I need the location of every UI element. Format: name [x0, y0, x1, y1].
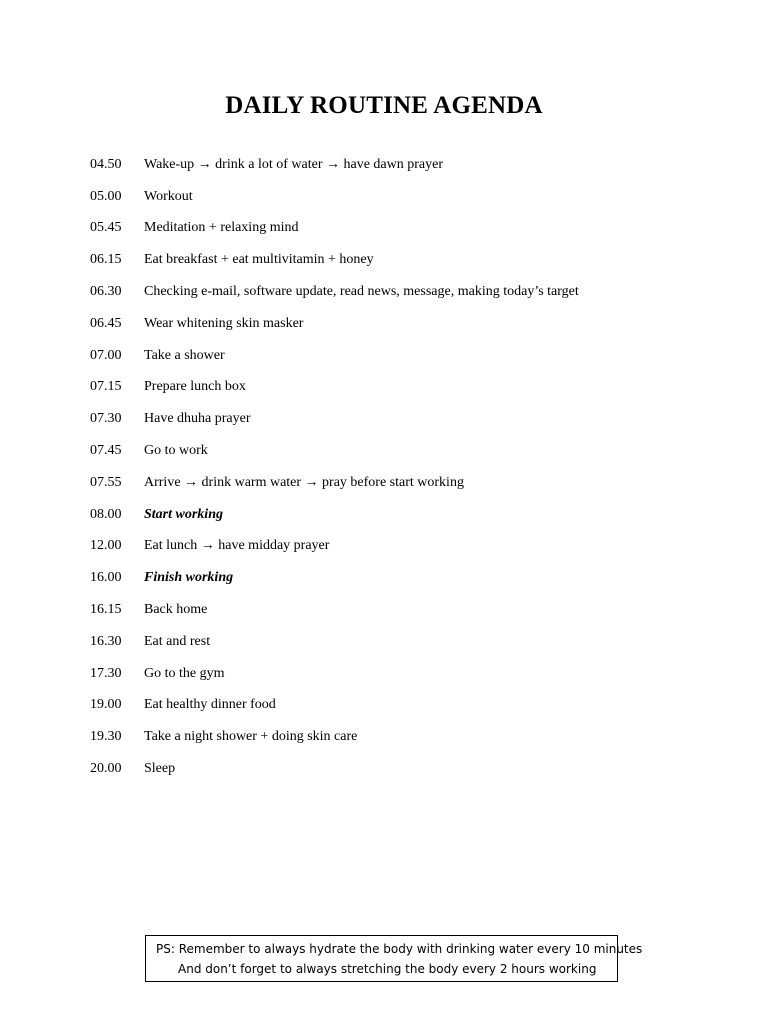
agenda-time: 16.30: [90, 633, 122, 649]
agenda-row: [90, 213, 710, 245]
agenda-activity: Have dhuha prayer: [144, 411, 251, 427]
agenda-time: 06.15: [90, 252, 122, 268]
agenda-activity: Meditation + relaxing mind: [144, 220, 299, 236]
agenda-time: 06.45: [90, 315, 122, 331]
agenda-row: [90, 467, 710, 499]
reminder-note-line-2: And don’t forget to always stretching the body every 2 hours working: [178, 962, 597, 976]
agenda-row: [90, 721, 710, 753]
agenda-time: 19.30: [90, 729, 122, 745]
agenda-row: [90, 244, 710, 276]
agenda-time: 04.50: [90, 156, 122, 172]
agenda-row: [90, 372, 710, 404]
agenda-time: 06.30: [90, 284, 122, 300]
agenda-row: [90, 562, 710, 594]
agenda-activity: Wake-up → drink a lot of water → have dawn prayer: [144, 156, 443, 172]
agenda-row: [90, 435, 710, 467]
agenda-list: [90, 149, 710, 785]
agenda-row: [90, 626, 710, 658]
agenda-activity: Arrive → drink warm water → pray before start working: [144, 474, 464, 490]
agenda-time: 17.30: [90, 665, 122, 681]
agenda-activity: Eat healthy dinner food: [144, 697, 276, 713]
agenda-row: [90, 149, 710, 181]
agenda-activity: Wear whitening skin masker: [144, 315, 304, 331]
page-title: DAILY ROUTINE AGENDA: [225, 91, 543, 119]
agenda-activity: Eat lunch → have midday prayer: [144, 538, 330, 554]
agenda-activity: Start working: [144, 506, 223, 522]
agenda-time: 07.30: [90, 411, 122, 427]
agenda-time: 19.00: [90, 697, 122, 713]
agenda-row: [90, 308, 710, 340]
agenda-time: 08.00: [90, 506, 122, 522]
agenda-activity: Go to the gym: [144, 665, 225, 681]
reminder-note-box: [145, 935, 643, 982]
agenda-activity: Eat and rest: [144, 633, 211, 649]
agenda-activity: Eat breakfast + eat multivitamin + honey: [144, 252, 374, 268]
agenda-time: 16.00: [90, 570, 122, 586]
agenda-row: [90, 499, 710, 531]
agenda-activity: Finish working: [144, 570, 234, 586]
agenda-time: 05.00: [90, 188, 122, 204]
agenda-activity: Take a shower: [144, 347, 225, 363]
agenda-activity: Prepare lunch box: [144, 379, 246, 395]
agenda-row: [90, 340, 710, 372]
agenda-row: [90, 531, 710, 563]
agenda-time: 07.45: [90, 443, 122, 459]
agenda-row: [90, 753, 710, 785]
agenda-activity: Take a night shower + doing skin care: [144, 729, 358, 745]
agenda-activity: Workout: [144, 188, 193, 204]
agenda-time: 05.45: [90, 220, 122, 236]
agenda-time: 07.55: [90, 474, 122, 490]
agenda-activity: Sleep: [144, 761, 176, 777]
agenda-row: [90, 181, 710, 213]
agenda-row: [90, 658, 710, 690]
agenda-row: [90, 276, 710, 308]
agenda-activity: Back home: [144, 602, 208, 618]
agenda-time: 20.00: [90, 761, 122, 777]
reminder-note-line-1: PS: Remember to always hydrate the body with drinking water every 10 minutes: [156, 942, 643, 956]
agenda-row: [90, 594, 710, 626]
agenda-time: 12.00: [90, 538, 122, 554]
agenda-activity: Go to work: [144, 443, 208, 459]
agenda-time: 16.15: [90, 602, 122, 618]
agenda-row: [90, 403, 710, 435]
agenda-activity: Checking e-mail, software update, read news, message, making today’s target: [144, 284, 579, 300]
agenda-time: 07.00: [90, 347, 122, 363]
agenda-time: 07.15: [90, 379, 122, 395]
agenda-row: [90, 690, 710, 722]
